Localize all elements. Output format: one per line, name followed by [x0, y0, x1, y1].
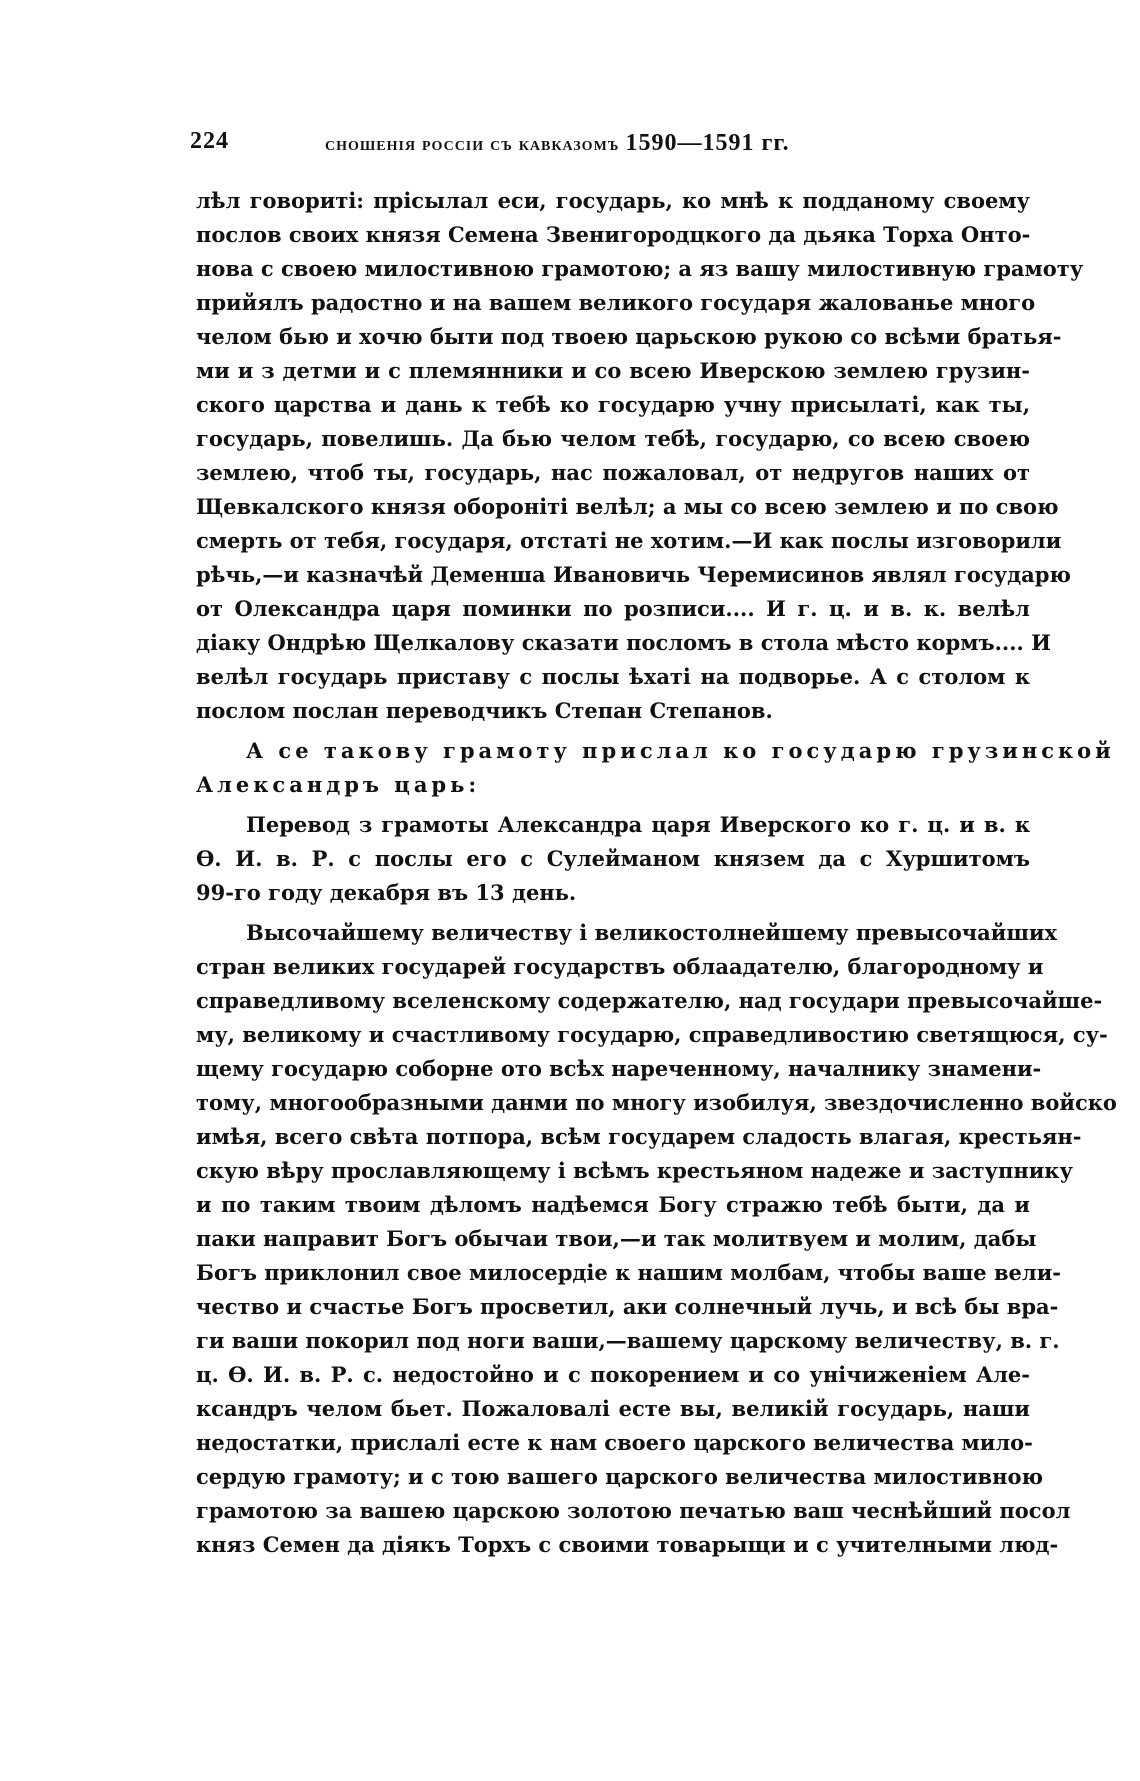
paragraph-2	[196, 916, 1117, 1562]
text-line: имѣя, всего свѣта потпора, всѣм государем сладость влагая, крестьян-	[196, 1124, 1082, 1149]
running-title-text: сношенія россіи съ кавказомъ	[325, 133, 620, 155]
text-line: тому, многообразными данми по многу изобилуя, звездочисленно войско	[196, 1090, 1117, 1115]
text-line: Щевкалского князя обороніті велѣл; а мы со всею землею и по свою	[196, 494, 1059, 519]
text-line: му, великому и счастливому государю, справедливостию светящюся, су-	[196, 1022, 1108, 1047]
text-line: Александръ царь:	[196, 772, 481, 797]
text-line: щему государю соборне ото всѣх нареченному, началнику знамени-	[196, 1056, 1042, 1081]
text-line: недостатки, прислалі есте к нам своего царского величества мило-	[196, 1430, 1033, 1455]
text-line: нова с своею милостивною грамотою; а яз вашу милостивную грамоту	[196, 256, 1084, 281]
text-line: ми и з детми и с племянники и со всею Иверскою землею грузин-	[196, 358, 1030, 383]
text-line: лѣл говориті: прісылал еси, государь, ко мнѣ к подданому своему	[196, 188, 1030, 213]
text-line: паки направит Богъ обычаи твои,—и так молитвуем и молим, дабы	[196, 1226, 1037, 1251]
text-line: ц. Ѳ. И. в. Р. с. недостойно и с покорением и со унічиженіем Але-	[196, 1362, 1030, 1387]
text-line: послов своих князя Семена Звенигородцкого да дьяка Торха Онто-	[196, 222, 1031, 247]
text-line: грамотою за вашею царскою золотою печатью ваш чеснѣйший посол	[196, 1498, 1071, 1523]
text-line: челом бью и хочю быти под твоею царьскою рукою со всѣми братья-	[196, 324, 1062, 349]
page-number: 224	[190, 128, 229, 154]
intro-line	[196, 734, 1115, 802]
translation-heading	[196, 808, 1030, 910]
text-line: Высочайшему величеству і великостолнейшему превысочайших	[246, 920, 1057, 945]
text-line: рѣчь,—и казначѣй Деменша Ивановичь Черемисинов являл государю	[196, 562, 1071, 587]
text-line: Перевод з грамоты Александра царя Иверского ко г. ц. и в. к	[246, 812, 1030, 837]
text-line: Богъ приклонил свое милосердіе к нашим молбам, чтобы ваше вели-	[196, 1260, 1062, 1285]
text-line: послом послан переводчикъ Степан Степанов.	[196, 698, 773, 723]
text-line: діаку Ондрѣю Щелкалову сказати посломъ в стола мѣсто кормъ.... И	[196, 630, 1051, 655]
text-line: ги ваши покорил под ноги ваши,—вашему царскому величеству, в. г.	[196, 1328, 1060, 1353]
text-line: справедливому вселенскому содержателю, над государи превысочайше-	[196, 988, 1103, 1013]
paragraph-1	[196, 184, 1084, 728]
text-line: смерть от тебя, государя, отстаті не хотим.—И как послы изговорили	[196, 528, 1062, 553]
text-line: княз Семен да діякъ Торхъ с своими товарыщи и с учителными люд-	[196, 1532, 1059, 1557]
text-line: от Олександра царя поминки по розписи.... И г. ц. и в. к. велѣл	[196, 596, 1030, 621]
text-line: и по таким твоим дѣломъ надѣемся Богу стражю тебѣ быти, да и	[196, 1192, 1030, 1217]
text-line: ского царства и дань к тебѣ ко государю учну присылаті, как ты,	[196, 392, 1030, 417]
text-line: государь, повелишь. Да бью челом тебѣ, государю, со всею своею	[196, 426, 1030, 451]
running-title-years: 1590—1591 гг.	[625, 130, 790, 156]
text-line: Ѳ. И. в. Р. с послы его с Сулейманом князем да с Хуршитомъ	[196, 846, 1030, 871]
text-line: велѣл государь приставу с послы ѣхаті на подворье. А с столом к	[196, 664, 1030, 689]
page-header	[190, 128, 1030, 168]
running-title	[325, 130, 790, 157]
text-line: прийялъ радостно и на вашем великого государя жалованье много	[196, 290, 1036, 315]
text-line: 99-го году декабря въ 13 день.	[196, 880, 577, 905]
text-line: чество и счастье Богъ просветил, аки солнечный лучь, и всѣ бы вра-	[196, 1294, 1059, 1319]
text-line: землею, чтоб ты, государь, нас пожаловал, от недругов наших от	[196, 460, 1030, 485]
text-line: скую вѣру прославляющему і всѣмъ крестьяном надеже и заступнику	[196, 1158, 1073, 1183]
text-line: сердую грамоту; и с тою вашего царского величества милостивною	[196, 1464, 1044, 1489]
text-line: стран великих государей государствъ облаадателю, благородному и	[196, 954, 1044, 979]
text-line: А се такову грамоту прислал ко государю грузинской	[246, 738, 1115, 763]
body-text	[196, 184, 1117, 1562]
text-line: ксандръ челом бьет. Пожаловалі есте вы, великій государь, наши	[196, 1396, 1030, 1421]
